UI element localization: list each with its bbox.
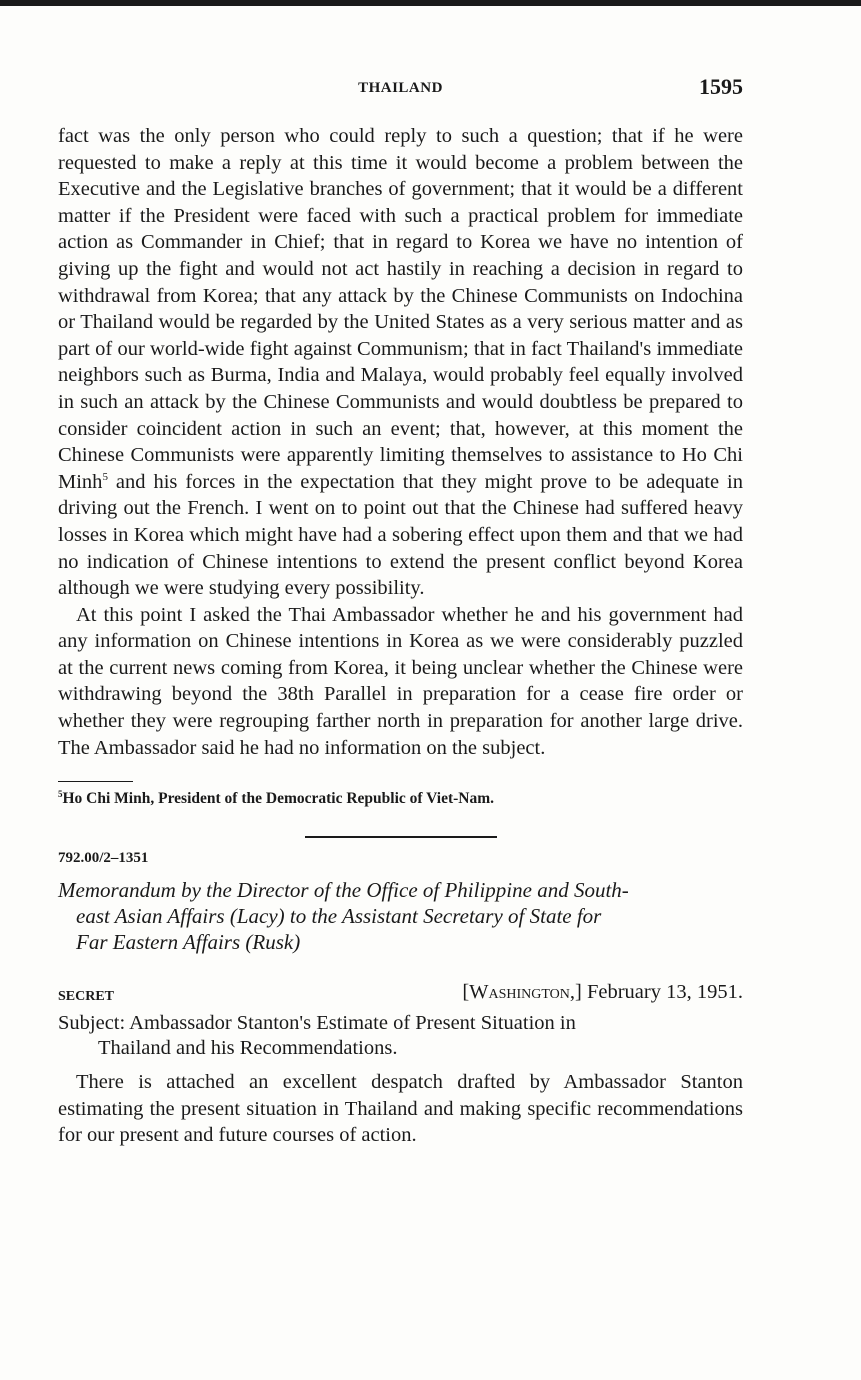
paragraph-1-text-a: fact was the only person who could reply to such a question; that if he were requested to make a reply at this time it would become a problem between the Executive and the Legislative branches of government; that it would be a different matter if the President were faced with such a practical problem for immediate action as Commander in Chief; that in regard to Korea we have no intention of giving up the fight and would not act hastily in reaching a decision in regard to withdrawal from Korea; that any attack by the Chinese Communists on Indochina or Thailand would be regarded by the United States as a very serious matter and as part of our world-wide fight against Communism; that in fact Thailand's immediate neighbors such as Burma, India and Malaya, would probably feel equally involved in such an attack by the Chinese Communists and would doubtless be prepared to consider coincident action in such an event; that, however, at this moment the Chinese Communists were apparently limiting themselves to assistance to Ho Chi Minh xyxy=(58,125,743,493)
subject-line xyxy=(58,1011,743,1061)
footnote-divider xyxy=(58,781,133,782)
footnote-marker: 5 xyxy=(58,789,63,800)
body-paragraph-2: At this point I asked the Thai Ambassador whether he and his government had any information on Chinese intentions in Korea as we were considerably puzzled at the current news coming from Korea, it being unclear whether the Chinese were withdrawing beyond the 38th Parallel in preparation for a cease fire order or whether they were regrouping farther north in preparation for another large drive. The Ambassador said he had no information on the subject. xyxy=(58,603,743,759)
dateline-place: Washington xyxy=(469,981,570,1004)
document-title-line-2: east Asian Affairs (Lacy) to the Assistant Secretary of State for xyxy=(76,904,602,929)
file-number: 792.00/2–1351 xyxy=(58,850,149,867)
page-number: 1595 xyxy=(699,74,743,99)
body-paragraph-1 xyxy=(58,123,743,602)
page-header xyxy=(58,72,743,106)
paragraph-1-text-b: and his forces in the expectation that they might prove to be adequate in driving out the French. I went on to point out that the Chinese had suffered heavy losses in Korea which might have had a sobering effect upon them and that we had no indication of Chinese intentions to extend the present conflict beyond Korea although we were studying every possibility. xyxy=(58,470,743,600)
subject-line-1: Subject: Ambassador Stanton's Estimate of Present Situation in xyxy=(58,1012,576,1035)
footnote-reference: 5 xyxy=(102,470,108,483)
classification-label: SECRET xyxy=(58,989,115,1005)
subject-line-2: Thailand and his Recommendations. xyxy=(98,1037,398,1060)
footnote xyxy=(58,790,743,808)
document-title xyxy=(58,877,743,955)
document-page xyxy=(58,72,743,1149)
dateline xyxy=(462,981,743,1004)
document-title-line-3: Far Eastern Affairs (Rusk) xyxy=(76,930,301,955)
section-divider xyxy=(305,836,497,838)
document-title-line-1: Memorandum by the Director of the Office of Philippine and South- xyxy=(58,878,629,903)
footnote-text: Ho Chi Minh, President of the Democratic Republic of Viet-Nam. xyxy=(62,790,495,808)
running-head: THAILAND xyxy=(358,80,443,96)
memo-paragraph: There is attached an excellent despatch drafted by Ambassador Stanton estimating the present situation in Thailand and making specific recommendations for our present and future courses of action. xyxy=(58,1071,743,1147)
document-meta xyxy=(58,981,743,1009)
dateline-bracket: [ xyxy=(462,981,470,1004)
page-top-edge xyxy=(0,0,861,6)
dateline-date: ,] February 13, 1951. xyxy=(569,981,743,1004)
